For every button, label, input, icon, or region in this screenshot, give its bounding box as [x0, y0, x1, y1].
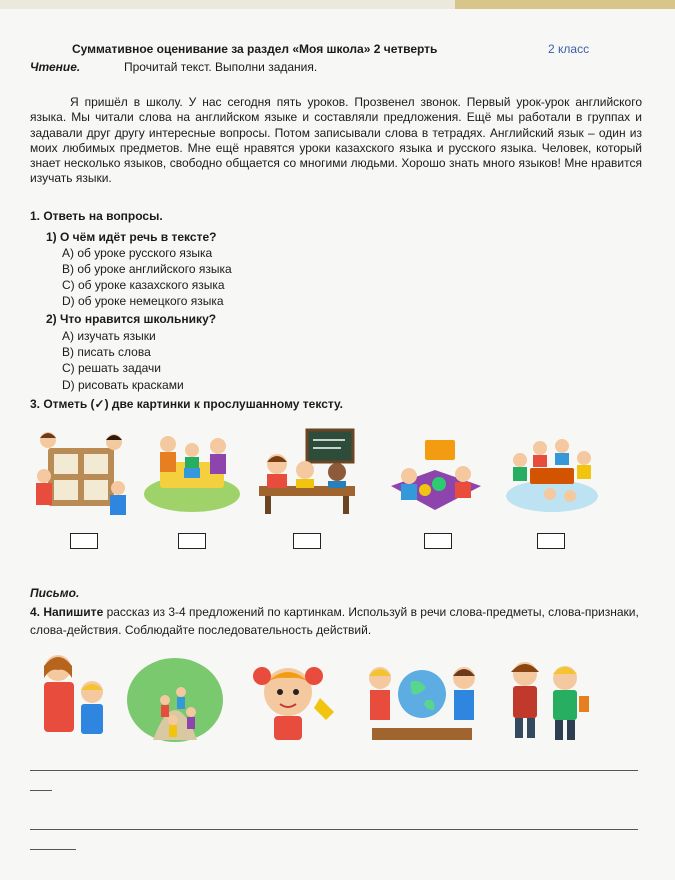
picture-5-children-group	[500, 424, 605, 519]
question-2: 2) Что нравится школьнику?	[46, 312, 217, 326]
answer-line-2[interactable]	[30, 829, 638, 830]
reading-text: Я пришёл в школу. У нас сегодня пять уроков. Прозвенел звонок. Первый урок-урок английского языка. Мы читали слова на английском языке и составляли предложения. Ещё мы работали в группах и задавали друг другу интересные вопросы. Потом записывали слова в тетрадях. Английский язык – один из моих любимых предметов. Мне ещё нравятся уроки казахского языка и русского языка. Человек, который знает несколько языков, свободно общается со многими людьми. Хорошо знать много языков! Мне нравится изучать языки.	[30, 95, 642, 186]
picture-8-girl-with-bell	[240, 650, 340, 745]
top-bar	[0, 0, 675, 9]
answer-line-1-short[interactable]	[30, 790, 52, 791]
q2-option-d: D) рисовать красками	[62, 378, 184, 392]
q1-option-b: B) об уроке английского языка	[62, 262, 232, 276]
q2-option-c: C) решать задачи	[62, 361, 162, 375]
question-1: 1) О чём идёт речь в тексте?	[46, 230, 217, 244]
reading-section-label: Чтение.	[30, 60, 81, 74]
top-bar-accent	[455, 0, 675, 9]
task3-heading: 3. Отметь (✓) две картинки к прослушанному тексту.	[30, 397, 344, 411]
q1-option-c: C) об уроке казахского языка	[62, 278, 225, 292]
q2-option-b: B) писать слова	[62, 345, 151, 359]
picture-5-checkbox[interactable]	[537, 533, 565, 549]
picture-3-checkbox[interactable]	[293, 533, 321, 549]
grade-label: 2 класс	[548, 42, 590, 56]
picture-4-english-books	[385, 430, 485, 522]
answer-line-2-short[interactable]	[30, 849, 76, 850]
picture-4-checkbox[interactable]	[424, 533, 452, 549]
picture-6-mother-and-child	[30, 648, 115, 748]
picture-1-children-reading	[30, 428, 130, 520]
page-title: Суммативное оценивание за раздел «Моя школа» 2 четверть	[72, 42, 438, 56]
q2-option-a: A) изучать языки	[62, 329, 156, 343]
picture-3-english-lesson	[255, 424, 360, 519]
picture-2-checkbox[interactable]	[178, 533, 206, 549]
writing-section-label: Письмо.	[30, 586, 80, 600]
picture-10-boy-and-girl	[495, 652, 595, 747]
picture-7-children-path	[125, 640, 225, 745]
reading-instruction: Прочитай текст. Выполни задания.	[124, 60, 318, 74]
task4-instruction: 4. Напишите рассказ из 3-4 предложений по картинкам. Используй в речи слова-предметы, слова-признаки, слова-действия. Соблюдайте последовательность действий.	[30, 605, 639, 637]
picture-1-checkbox[interactable]	[70, 533, 98, 549]
q1-option-a: A) об уроке русского языка	[62, 246, 213, 260]
answer-line-1[interactable]	[30, 770, 638, 771]
picture-9-children-with-globe	[362, 648, 482, 748]
task1-heading: 1. Ответь на вопросы.	[30, 209, 163, 223]
q1-option-d: D) об уроке немецкого языка	[62, 294, 224, 308]
picture-2-class-playing	[140, 424, 245, 519]
